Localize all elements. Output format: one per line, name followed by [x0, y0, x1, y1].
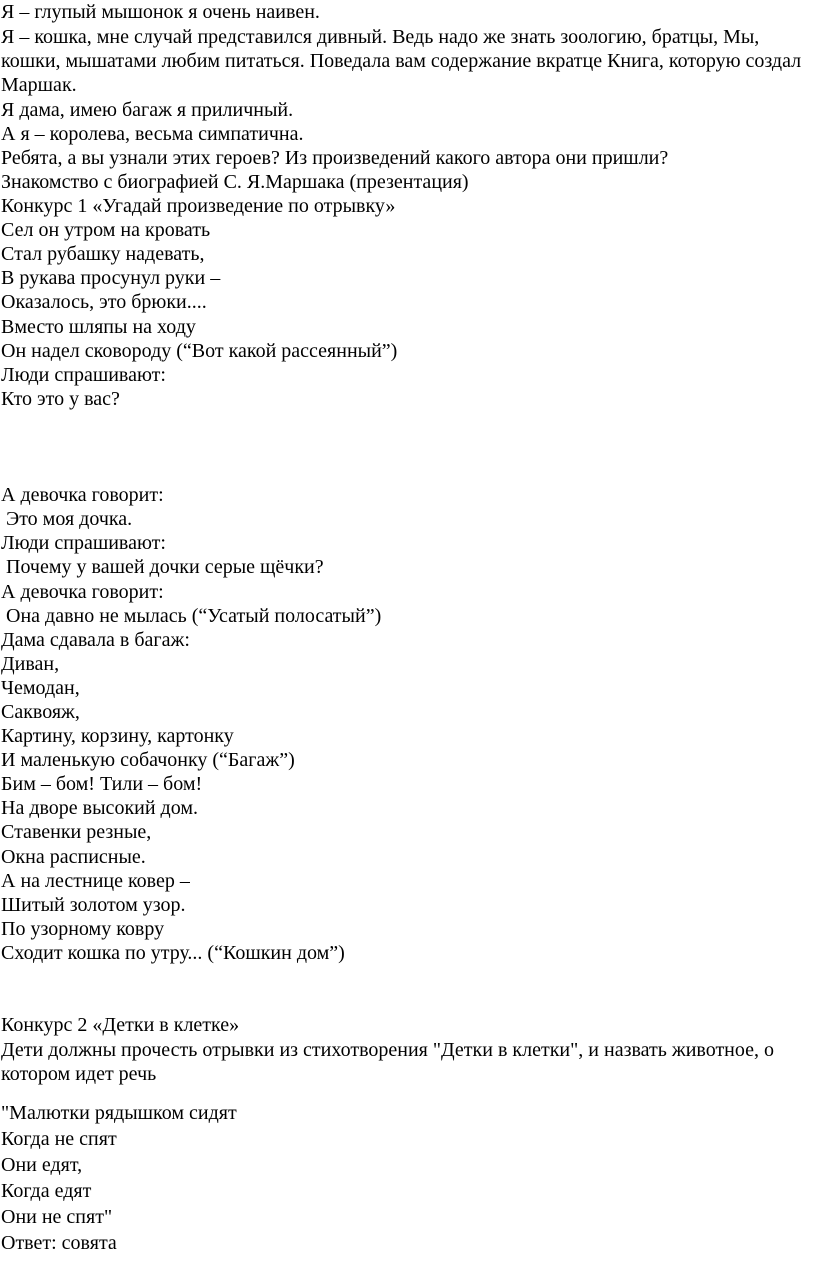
poem-line: Когда едят [1, 1180, 92, 1202]
text-paragraph: Дети должны прочесть отрывки из стихотворения "Детки в клетки", и назвать животное, о котором идет речь [1, 1039, 775, 1085]
poem-line: Вместо шляпы на ходу [1, 316, 196, 338]
poem-line: На дворе высокий дом. [1, 797, 199, 819]
poem-line: Сходит кошка по утру... (“Кошкин дом”) [1, 942, 345, 964]
poem-line: "Малютки рядышком сидят [1, 1102, 237, 1124]
poem-line: В рукава просунул руки – [1, 267, 221, 289]
poem-line: Окна расписные. [1, 846, 146, 868]
poem-line: Они не спят" [1, 1206, 113, 1228]
poem-line: Они едят, [1, 1154, 83, 1176]
text-line: А я – королева, весьма симпатична. [1, 123, 304, 145]
answer-line: Ответ: совята [1, 1232, 117, 1254]
text-paragraph: Я – кошка, мне случай представился дивный. Ведь надо же знать зоологию, братцы, Мы, кошки, мышатами любим питаться. Поведала вам содержание вкратце Книга, которую создал Маршак. [1, 26, 802, 96]
text-line: Я дама, имею багаж я приличный. [1, 99, 294, 121]
poem-line: Он надел сковороду (“Вот какой рассеянный”) [1, 340, 398, 362]
poem-line: Стал рубашку надевать, [1, 243, 205, 265]
poem-line: Это моя дочка. [6, 508, 133, 530]
section-heading: Конкурс 2 «Детки в клетке» [1, 1014, 240, 1036]
poem-line: Когда не спят [1, 1128, 117, 1150]
poem-line: Почему у вашей дочки серые щёчки? [6, 556, 324, 578]
text-line: Знакомство с биографией С. Я.Маршака (презентация) [1, 171, 469, 193]
poem-line: А на лестнице ковер – [1, 870, 190, 892]
text-line: Я – глупый мышонок я очень наивен. [1, 1, 320, 23]
poem-line: Люди спрашивают: [1, 364, 166, 386]
poem-line: Бим – бом! Тили – бом! [1, 773, 203, 795]
poem-line: Чемодан, [1, 677, 80, 699]
poem-line: Люди спрашивают: [1, 532, 166, 554]
text-line: Ребята, а вы узнали этих героев? Из произведений какого автора они пришли? [1, 147, 669, 169]
poem-line: Она давно не мылась (“Усатый полосатый”) [6, 605, 382, 627]
poem-line: Дама сдавала в багаж: [1, 629, 190, 651]
poem-line: И маленькую собачонку (“Багаж”) [1, 749, 295, 771]
poem-line: Оказалось, это брюки.... [1, 291, 207, 313]
poem-line: Картину, корзину, картонку [1, 725, 234, 747]
poem-line: А девочка говорит: [1, 484, 164, 506]
section-heading: Конкурс 1 «Угадай произведение по отрывку» [1, 195, 396, 217]
poem-line: Сел он утром на кровать [1, 219, 211, 241]
poem-line: Кто это у вас? [1, 388, 120, 410]
poem-line: А девочка говорит: [1, 581, 164, 603]
poem-line: Шитый золотом узор. [1, 894, 186, 916]
poem-line: Саквояж, [1, 701, 80, 723]
poem-line: Ставенки резные, [1, 821, 152, 843]
poem-line: По узорному ковру [1, 918, 165, 940]
poem-line: Диван, [1, 653, 60, 675]
